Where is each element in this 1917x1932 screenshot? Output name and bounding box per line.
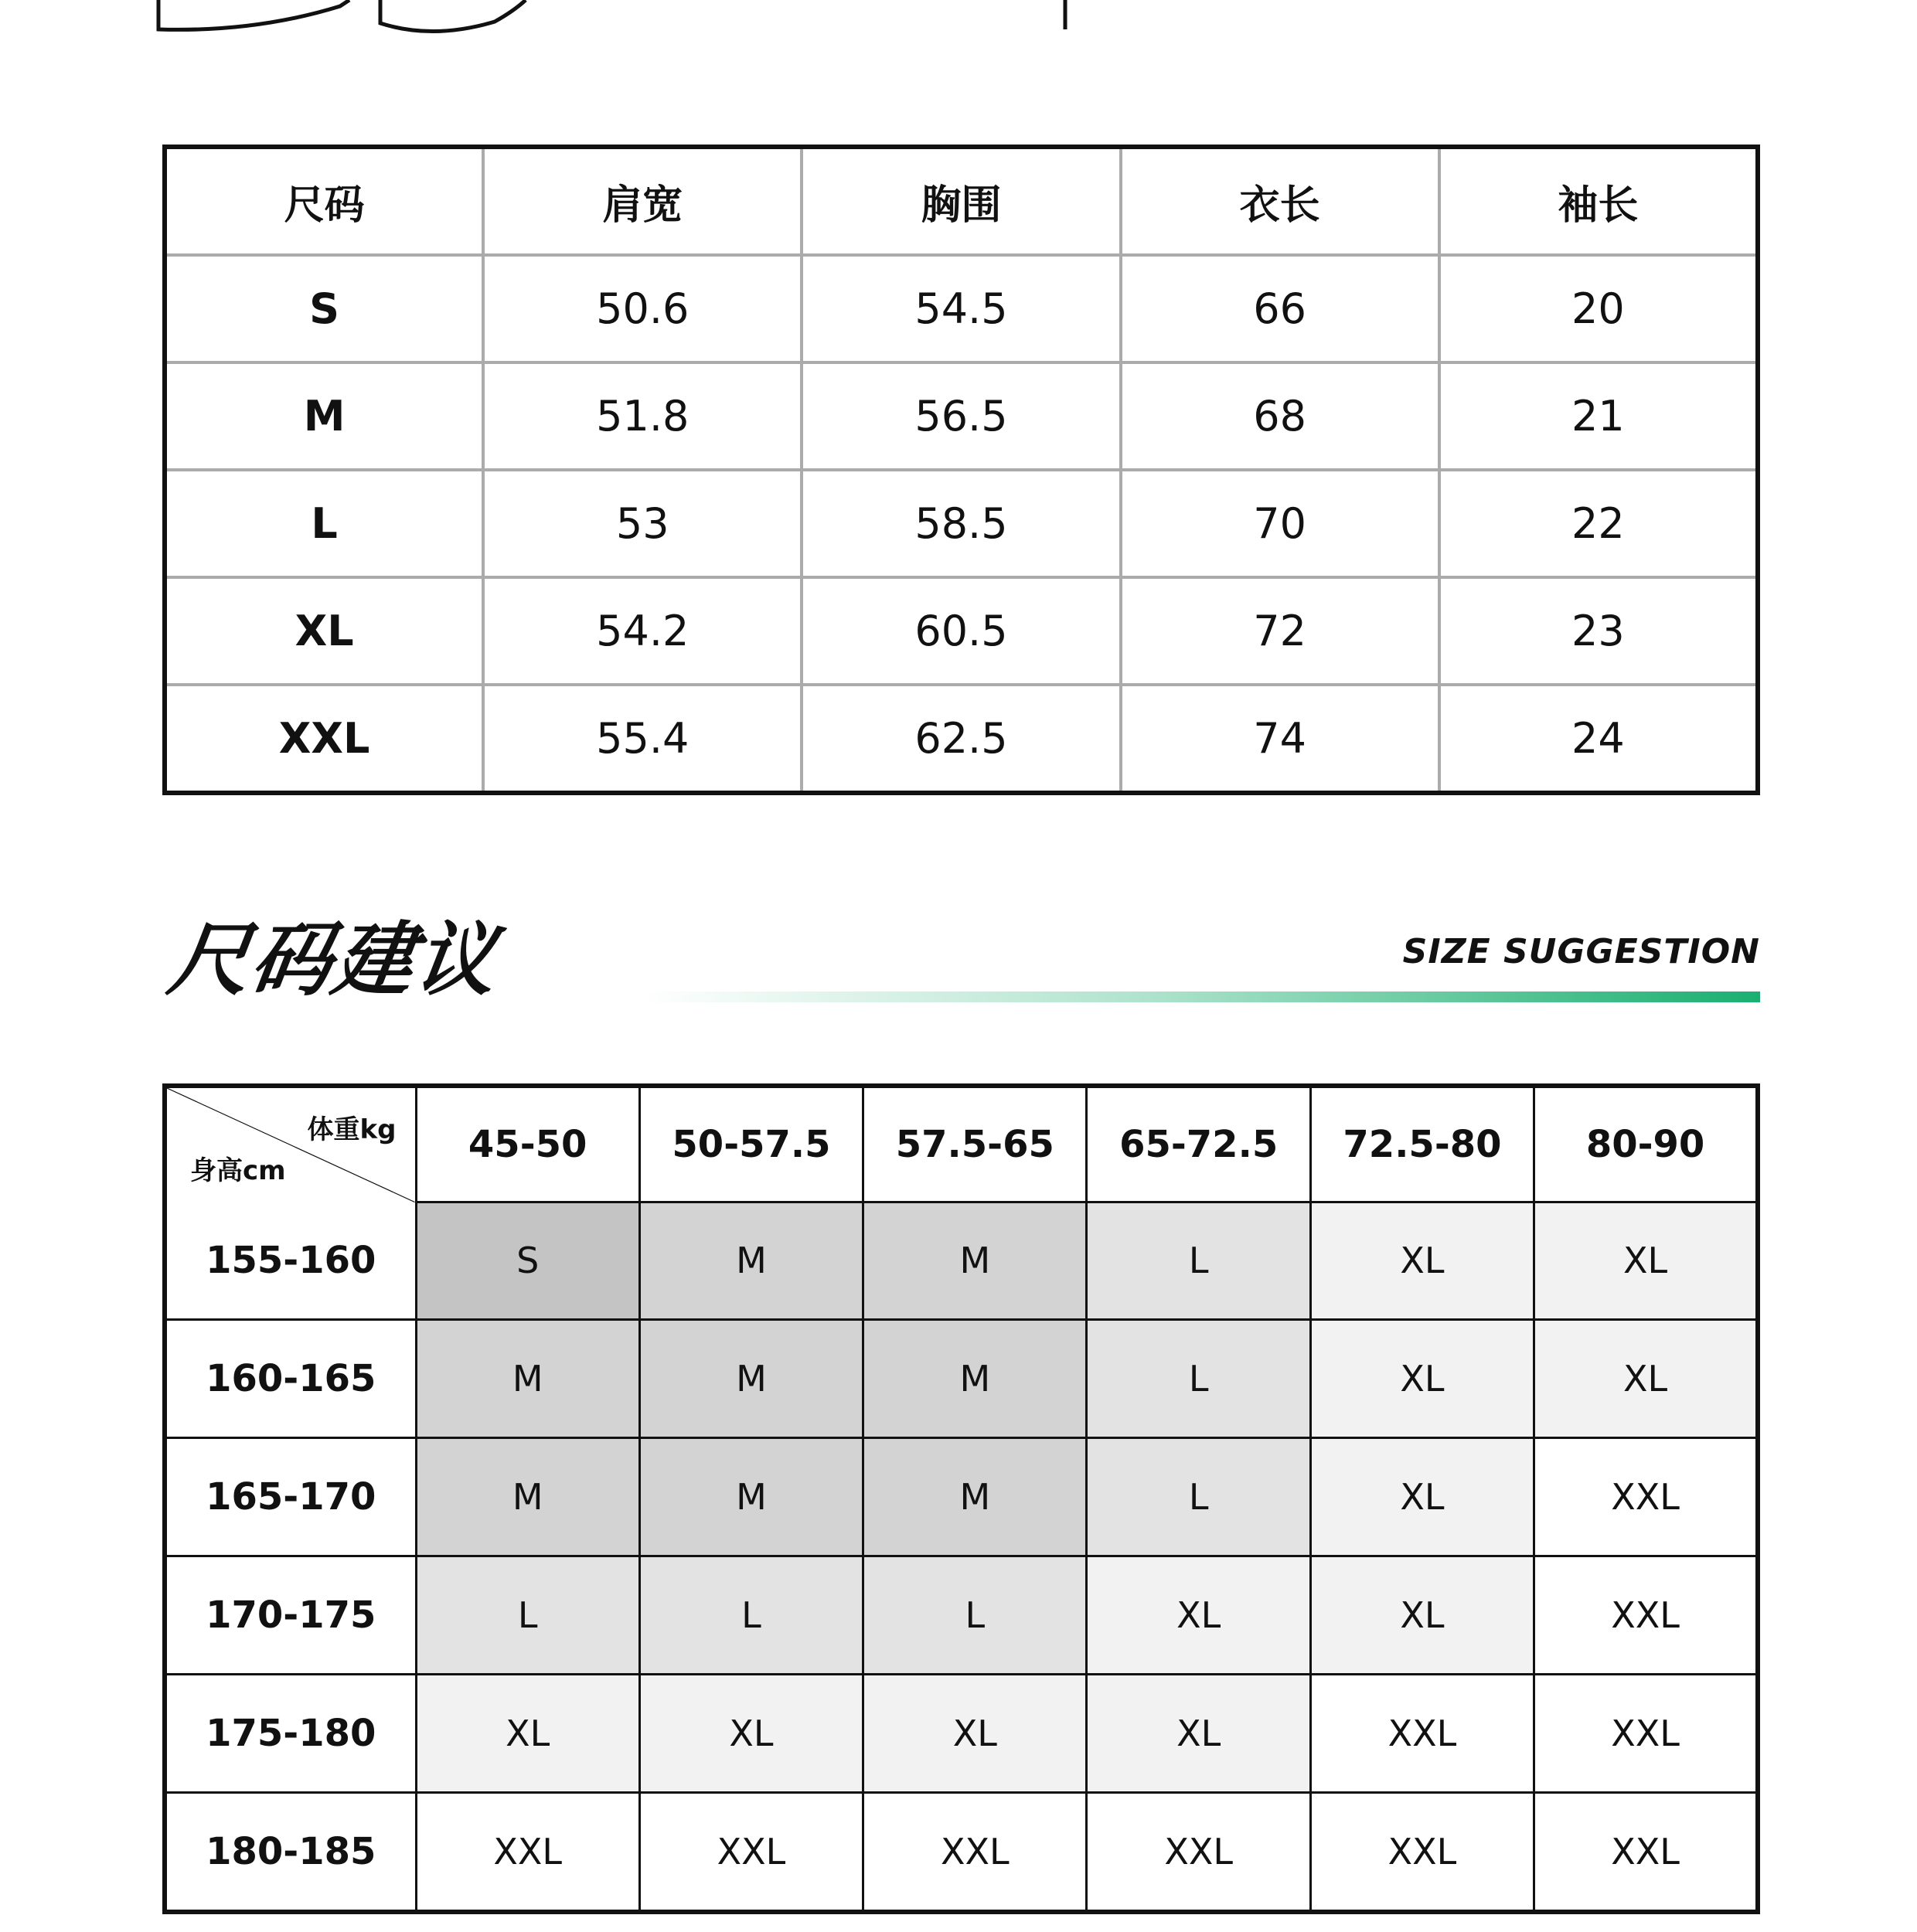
measurement-cell: 72: [1121, 577, 1439, 685]
suggestion-row: [165, 1437, 1758, 1556]
measurement-cell: 68: [1121, 362, 1439, 470]
weight-range-header: 57.5-65: [863, 1086, 1087, 1202]
suggested-size-cell: XXL: [416, 1792, 639, 1912]
weight-range-header: 80-90: [1534, 1086, 1758, 1202]
height-range-label: 155-160: [165, 1202, 416, 1320]
measurement-cell: 70: [1121, 470, 1439, 577]
height-range-label: 175-180: [165, 1674, 416, 1792]
measurement-cell: 21: [1439, 362, 1758, 470]
suggested-size-cell: M: [639, 1319, 863, 1437]
measurement-cell: 53: [483, 470, 802, 577]
suggested-size-cell: M: [863, 1319, 1087, 1437]
measurement-row: [165, 362, 1758, 470]
weight-axis-label: 体重kg: [307, 1114, 397, 1145]
suggestion-row: [165, 1319, 1758, 1437]
measurement-cell: 51.8: [483, 362, 802, 470]
suggested-size-cell: XL: [1534, 1319, 1758, 1437]
header-sleeve: 袖长: [1439, 147, 1758, 255]
suggested-size-cell: XXL: [1534, 1556, 1758, 1674]
measurement-cell: 56.5: [802, 362, 1120, 470]
suggested-size-cell: XL: [639, 1674, 863, 1792]
measurement-cell: 62.5: [802, 685, 1120, 793]
height-range-label: 160-165: [165, 1319, 416, 1437]
header-shoulder: 肩宽: [483, 147, 802, 255]
measurement-cell: 50.6: [483, 255, 802, 362]
height-range-label: 170-175: [165, 1556, 416, 1674]
suggestion-header-row: [165, 1086, 1758, 1202]
suggestion-row: [165, 1674, 1758, 1792]
suggested-size-cell: L: [639, 1556, 863, 1674]
measurement-row: [165, 255, 1758, 362]
measurement-cell: 66: [1121, 255, 1439, 362]
height-range-label: 165-170: [165, 1437, 416, 1556]
size-label: XL: [165, 577, 483, 685]
measurement-row: [165, 577, 1758, 685]
suggested-size-cell: XL: [863, 1674, 1087, 1792]
height-range-label: 180-185: [165, 1792, 416, 1912]
suggested-size-cell: L: [863, 1556, 1087, 1674]
garment-illustration: [0, 0, 1917, 46]
suggested-size-cell: XXL: [1087, 1792, 1310, 1912]
suggested-size-cell: XXL: [1310, 1674, 1534, 1792]
weight-range-header: 65-72.5: [1087, 1086, 1310, 1202]
suggested-size-cell: L: [416, 1556, 639, 1674]
suggested-size-cell: XXL: [1310, 1792, 1534, 1912]
measurement-cell: 54.2: [483, 577, 802, 685]
size-label: S: [165, 255, 483, 362]
suggestion-row: [165, 1202, 1758, 1320]
suggestion-row: [165, 1792, 1758, 1912]
measurement-cell: 58.5: [802, 470, 1120, 577]
header-size: 尺码: [165, 147, 483, 255]
measurement-cell: 60.5: [802, 577, 1120, 685]
suggested-size-cell: XXL: [863, 1792, 1087, 1912]
suggested-size-cell: M: [639, 1202, 863, 1320]
suggested-size-cell: L: [1087, 1319, 1310, 1437]
measurement-cell: 23: [1439, 577, 1758, 685]
suggested-size-cell: XL: [416, 1674, 639, 1792]
suggestion-row: [165, 1556, 1758, 1674]
suggested-size-cell: S: [416, 1202, 639, 1320]
suggested-size-cell: M: [416, 1437, 639, 1556]
suggested-size-cell: XL: [1534, 1202, 1758, 1320]
suggested-size-cell: M: [639, 1437, 863, 1556]
corner-cell: [165, 1086, 416, 1202]
suggested-size-cell: XXL: [1534, 1792, 1758, 1912]
suggested-size-cell: M: [863, 1202, 1087, 1320]
height-axis-label: 身高cm: [190, 1155, 286, 1186]
suggested-size-cell: XL: [1310, 1202, 1534, 1320]
section-subtitle: SIZE SUGGESTION: [1402, 932, 1760, 971]
size-label: M: [165, 362, 483, 470]
suggested-size-cell: XXL: [1534, 1674, 1758, 1792]
measurement-cell: 20: [1439, 255, 1758, 362]
header-length: 衣长: [1121, 147, 1439, 255]
suggested-size-cell: L: [1087, 1437, 1310, 1556]
measurement-cell: 22: [1439, 470, 1758, 577]
header-chest: 胸围: [802, 147, 1120, 255]
weight-range-header: 50-57.5: [639, 1086, 863, 1202]
suggested-size-cell: M: [416, 1319, 639, 1437]
suggested-size-cell: XXL: [639, 1792, 863, 1912]
suggested-size-cell: L: [1087, 1202, 1310, 1320]
measurement-cell: 24: [1439, 685, 1758, 793]
suggested-size-cell: XL: [1087, 1674, 1310, 1792]
section-title: 尺码建议: [162, 913, 504, 1007]
measurement-header-row: [165, 147, 1758, 255]
suggested-size-cell: M: [863, 1437, 1087, 1556]
measurement-row: [165, 685, 1758, 793]
suggested-size-cell: XL: [1310, 1319, 1534, 1437]
size-label: L: [165, 470, 483, 577]
suggested-size-cell: XL: [1087, 1556, 1310, 1674]
suggested-size-cell: XL: [1310, 1556, 1534, 1674]
size-label: XXL: [165, 685, 483, 793]
accent-gradient-bar: [642, 992, 1760, 1002]
measurement-cell: 54.5: [802, 255, 1120, 362]
measurement-table: [162, 145, 1760, 795]
suggested-size-cell: XXL: [1534, 1437, 1758, 1556]
measurement-cell: 74: [1121, 685, 1439, 793]
size-suggestion-table: [162, 1083, 1760, 1914]
measurement-cell: 55.4: [483, 685, 802, 793]
weight-range-header: 45-50: [416, 1086, 639, 1202]
weight-range-header: 72.5-80: [1310, 1086, 1534, 1202]
suggested-size-cell: XL: [1310, 1437, 1534, 1556]
measurement-row: [165, 470, 1758, 577]
